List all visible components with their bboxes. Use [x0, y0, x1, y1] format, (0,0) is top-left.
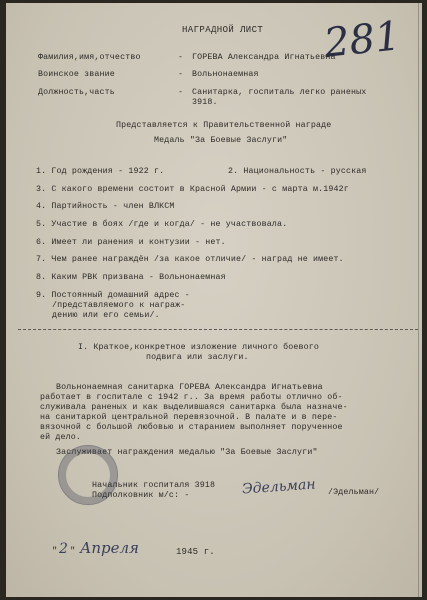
page-edge-line [418, 3, 419, 597]
item-battles: 5. Участие в боях /где и когда/ - не участвовала. [36, 220, 288, 229]
narrative-line1: Вольнонаемная санитарка ГОРЕВА Александра Игнатьевна [56, 383, 323, 392]
item-party: 4. Партийность - член ВЛКСМ [36, 202, 175, 211]
narrative-line2: работает в госпитале с 1942 г.. За время работы отлично об- [40, 393, 343, 402]
name-value: ГОРЕВА Александра Игнатьевна [192, 53, 336, 62]
award-medal: Медаль "За Боевые Заслуги" [154, 136, 288, 145]
item-army-since: 3. С какого времени состоит в Красной Армии - с марта м.1942г [36, 185, 349, 194]
date-month: Апреля [80, 539, 139, 557]
item-wounds: 6. Имеет ли ранения и контузии - нет. [36, 238, 226, 247]
item-draft-office: 8. Каким РВК призвана - Вольнонаемная [36, 273, 226, 282]
date-close-quote: " [70, 546, 76, 556]
handwritten-signature: Эдельман [241, 476, 317, 498]
narrative-line3: служивала раненых и как выделившаяся санитарка была назначе- [40, 403, 348, 412]
date-year: 1945 г. [176, 547, 215, 557]
name-label: Фамилия,имя,отчество [38, 53, 141, 62]
item-address-line2: /представляемого к награж- [52, 301, 186, 310]
narrative-line4: на санитаркой центральной перевязочной. В палате и в пере- [40, 413, 338, 422]
narrative-line6: ей дело. [40, 433, 82, 442]
narrative-line5: вязочной с большой любовью и старанием выполняет порученное [40, 423, 343, 432]
item-previous-awards: 7. Чем ранее награждён /за какое отличие/ - наград не имеет. [36, 255, 344, 264]
position-value-line2: 3918. [192, 98, 218, 107]
narrative-line7: Заслуживает награждения медалью "За Боевые Заслуги" [56, 448, 318, 457]
signature-typed-name: /Эдельман/ [328, 488, 380, 497]
date-day: 2 [59, 541, 68, 557]
position-value-line1: Санитарка, госпиталь легко раненых [192, 88, 367, 97]
rank-dash: - [178, 70, 184, 79]
signature-title-line1: Начальник госпиталя 3918 [92, 481, 216, 490]
section-heading-line2: подвига или заслуги. [146, 353, 249, 362]
award-sheet [6, 3, 422, 597]
award-intro: Представляется к Правительственной награде [116, 121, 332, 130]
document-title: НАГРАДНОЙ ЛИСТ [182, 25, 264, 35]
item-birth-year: 1. Год рождения - 1922 г. [36, 167, 165, 176]
item-address-line1: 9. Постоянный домашний адрес - [36, 291, 190, 300]
date-open-quote: " [52, 546, 58, 556]
position-label: Должность,часть [38, 88, 115, 97]
signature-title-line2: Подполковник м/с: - [92, 491, 190, 500]
item-address-line3: дению или его семьи/. [52, 311, 160, 320]
item-nationality: 2. Национальность - русская [228, 167, 367, 176]
section-divider [18, 329, 418, 331]
rank-value: Вольнонаемная [192, 70, 259, 79]
archive-number: 281 [321, 13, 403, 67]
position-dash: - [178, 88, 184, 97]
rank-label: Воинское звание [38, 70, 115, 79]
section-heading-line1: I. Краткое,конкретное изложение личного боевого [78, 343, 320, 352]
name-dash: - [178, 53, 184, 62]
